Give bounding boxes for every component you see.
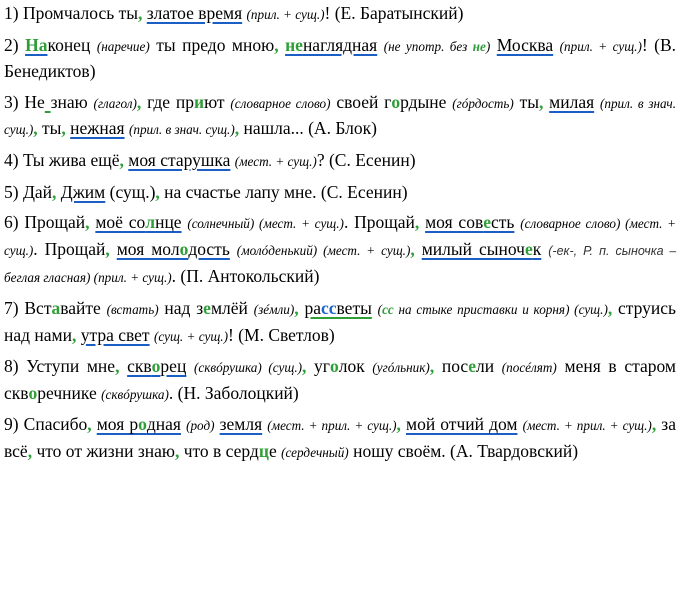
text: струись над нами	[4, 297, 677, 345]
address-phrase: моя мол	[116, 238, 180, 259]
text: млёй	[210, 297, 254, 318]
comma-mark: ,	[414, 212, 420, 233]
note: (не употр. без	[383, 38, 473, 54]
comma-mark: ,	[174, 440, 180, 461]
text: над з	[158, 297, 204, 318]
highlight-letters: л	[145, 212, 156, 233]
example-5	[4, 180, 676, 206]
comma-mark: ,	[71, 324, 77, 345]
text: где пр	[141, 91, 194, 112]
note: )	[485, 38, 491, 54]
address-phrase: Джим	[60, 181, 106, 202]
comma-mark: ,	[115, 356, 120, 377]
text: 5) Дай	[4, 181, 53, 202]
address-phrase: мой отчий дом	[406, 414, 518, 435]
comma-mark: ,	[52, 181, 57, 202]
highlight-letters: не	[285, 34, 303, 55]
example-6	[4, 210, 676, 291]
note: (гóрдость)	[452, 95, 514, 111]
note: (встать)	[106, 301, 159, 317]
comma-mark: ,	[119, 149, 124, 170]
address-phrase: утра свет	[80, 324, 150, 345]
text	[230, 239, 237, 259]
text	[110, 239, 117, 259]
text: лок	[338, 356, 373, 377]
note-highlight: сс	[382, 301, 394, 317]
text: ! (Е. Баратынский)	[324, 3, 464, 23]
text: . (Н. Заболоцкий)	[168, 382, 299, 403]
note: (словарное слово)	[230, 95, 331, 111]
note-highlight: не	[472, 38, 486, 54]
note: (сквóрушка) (сущ.)	[193, 360, 303, 376]
comma-mark: ,	[274, 34, 279, 55]
note: (глагол)	[93, 95, 137, 111]
text	[119, 356, 127, 376]
text: 3) Не	[4, 91, 45, 112]
highlight-letters: о	[151, 356, 161, 377]
text: ты	[37, 118, 62, 139]
text: ты предо мною	[149, 34, 275, 55]
address-phrase: нце	[155, 212, 182, 233]
text: вайте	[60, 297, 107, 318]
text: е	[268, 440, 282, 461]
text: . (П. Антокольский)	[171, 266, 320, 287]
note: (зéмли)	[253, 301, 295, 317]
note: (сердечный)	[281, 444, 349, 460]
text: рдыне	[400, 91, 453, 112]
highlight-letters: ц	[258, 440, 269, 461]
text: что в серд	[179, 440, 259, 461]
address-phrase: моя сов	[425, 212, 484, 233]
comma-mark: ,	[234, 118, 240, 139]
text: 9) Спасибо	[4, 414, 88, 435]
example-1	[4, 1, 676, 28]
address-phrase: дость	[188, 238, 230, 259]
comma-mark: ,	[87, 414, 92, 435]
comma-mark: ,	[61, 118, 66, 139]
text: ношу своём. (А. Твардовский)	[348, 440, 579, 461]
address-phrase: ра	[304, 297, 321, 318]
text: 7) Вст	[4, 297, 52, 318]
comma-mark: ,	[429, 356, 435, 377]
note: на стыке приставки и корня) (сущ.)	[393, 301, 608, 317]
text: конец	[47, 34, 97, 55]
address-phrase: моё со	[95, 212, 146, 233]
address-phrase: наглядная	[302, 34, 378, 55]
text: (сущ.)	[105, 181, 156, 202]
text: ли	[475, 356, 502, 377]
address-phrase: милый сыноч	[421, 238, 525, 259]
address-phrase: златое время	[146, 3, 243, 23]
text: ты	[513, 91, 539, 112]
highlight-letters: о	[329, 356, 339, 377]
note: (мест. + сущ.)	[234, 153, 317, 169]
address-phrase: к	[532, 238, 542, 259]
text: нашла... (А. Блок)	[239, 118, 377, 139]
highlight-letters: о	[179, 238, 189, 259]
text: пос	[434, 356, 469, 377]
note: (прил. + сущ.)	[559, 38, 642, 54]
text: 6) Прощай	[4, 212, 86, 233]
note: (	[377, 301, 383, 317]
scanned-note: (-ек-, Р. п. сыночка	[548, 243, 664, 258]
example-8	[4, 354, 676, 407]
text: 2)	[4, 34, 26, 55]
highlight-letters: е	[203, 297, 211, 318]
comma-mark: ,	[136, 91, 142, 112]
text: . Прощай	[33, 238, 106, 259]
text: меня в старом скв	[4, 356, 676, 403]
example-7	[4, 296, 676, 349]
address-phrase: скв	[127, 356, 152, 377]
note: (прил. в знач. сущ.)	[4, 95, 677, 138]
address-phrase: земля	[219, 414, 263, 435]
highlight-letters: сс	[320, 297, 337, 318]
text: 8) Уступи мне	[4, 356, 116, 377]
example-9	[4, 412, 676, 465]
comma-mark: ,	[105, 238, 110, 259]
example-2	[4, 33, 676, 85]
note: (прил. + сущ.)	[246, 7, 325, 22]
text: что от жизни знаю	[32, 440, 175, 461]
text: ! (М. Светлов)	[227, 324, 335, 345]
text	[415, 239, 422, 259]
comma-mark: ,	[396, 414, 401, 435]
text: за всё	[4, 414, 676, 461]
address-phrase: нежная	[70, 118, 125, 139]
text: ! (В. Бенедиктов)	[4, 34, 677, 82]
note: (солнечный) (мест. + сущ.)	[187, 216, 344, 232]
comma-mark: ,	[538, 91, 544, 112]
note: (наречие)	[96, 38, 150, 54]
comma-mark: ,	[33, 118, 38, 139]
note: (сквóрушка)	[101, 386, 169, 402]
address-phrase: Москва	[496, 34, 554, 55]
text: ют	[204, 91, 231, 112]
text: ? (С. Есенин)	[316, 149, 416, 170]
comma-mark: ,	[27, 440, 33, 461]
text: на счастье лапу мне. (С. Есенин)	[159, 181, 408, 202]
highlight-letters: е	[468, 356, 476, 377]
text	[186, 356, 194, 376]
text: 1) Промчалось ты	[4, 3, 139, 23]
highlight-letters: и	[193, 91, 205, 112]
highlight-letters: е	[483, 212, 491, 233]
highlight-letters: а	[51, 297, 61, 318]
highlight-letters: е	[524, 238, 533, 259]
address-phrase: рец	[160, 356, 187, 377]
comma-mark: ,	[138, 3, 143, 23]
text: знаю	[50, 91, 94, 112]
comma-mark: ,	[607, 297, 613, 318]
note: (сущ. + сущ.)	[153, 328, 228, 344]
text: своей г	[330, 91, 392, 112]
address-phrase: милая	[549, 91, 595, 112]
address-phrase: веты	[336, 297, 372, 318]
address-phrase: сть	[490, 212, 515, 233]
address-phrase: моя р	[96, 414, 139, 435]
note: (угóльник)	[372, 360, 430, 376]
text: речнике	[37, 382, 102, 403]
note: (род)	[186, 418, 215, 434]
address-phrase: дная	[146, 414, 181, 435]
note: (мест. + прил. + сущ.)	[267, 418, 397, 434]
note: (посéлят)	[501, 360, 557, 376]
example-3	[4, 90, 676, 143]
note: (словарное слово) (мест. + сущ.)	[4, 216, 677, 258]
note: – беглая гласная) (прил. + сущ.)	[4, 242, 677, 286]
comma-mark: ,	[294, 297, 299, 318]
text: уг	[306, 356, 330, 377]
comma-mark: ,	[651, 414, 657, 435]
example-4	[4, 148, 676, 175]
comma-mark: ,	[410, 238, 415, 259]
comma-mark: ,	[302, 356, 307, 377]
highlight-letters: На	[25, 34, 48, 55]
address-phrase: моя старушка	[128, 149, 231, 170]
note: (молóденький) (мест. + сущ.)	[236, 242, 411, 258]
note: (прил. в знач. сущ.)	[128, 122, 235, 138]
note: (мест. + прил. + сущ.)	[522, 418, 652, 434]
highlight-letters: о	[28, 382, 38, 403]
text: . Прощай	[343, 212, 415, 233]
comma-mark: ,	[155, 181, 160, 202]
highlight-letters: о	[391, 91, 401, 112]
highlight-letters: о	[138, 414, 147, 435]
text: 4) Ты жива ещё	[4, 149, 120, 170]
comma-mark: ,	[85, 212, 90, 233]
